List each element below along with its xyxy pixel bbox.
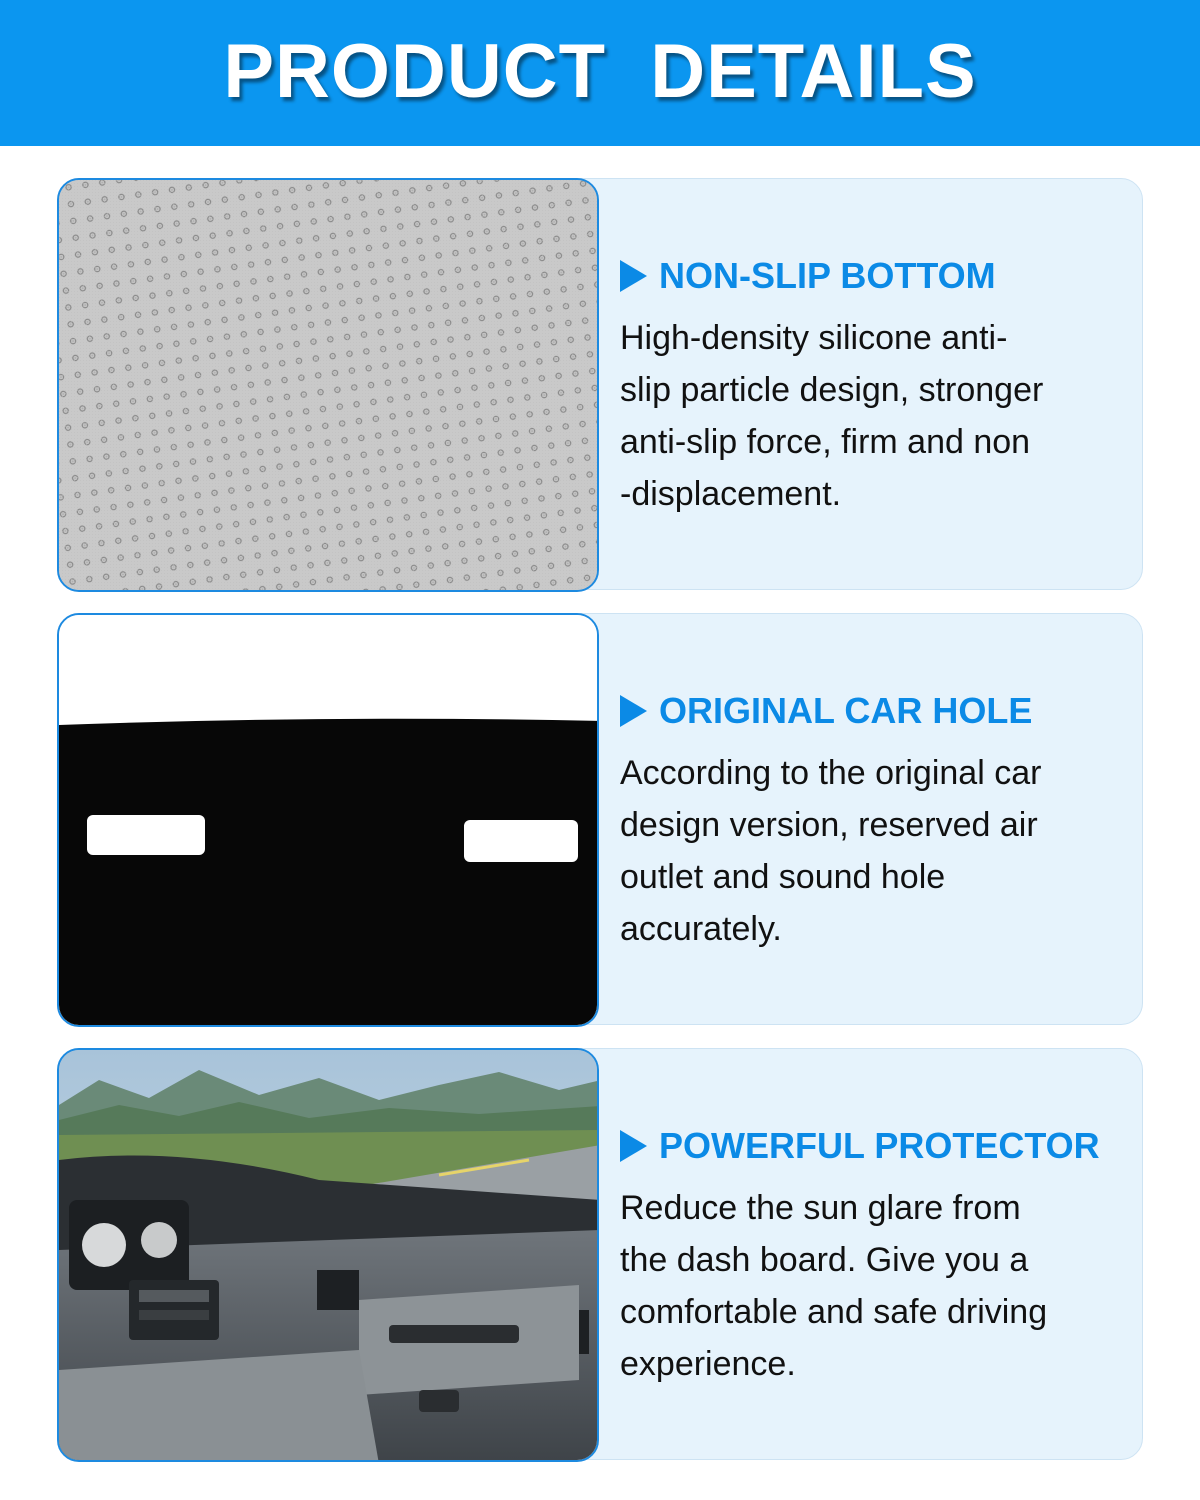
play-arrow-icon bbox=[620, 695, 647, 727]
play-arrow-icon bbox=[620, 1130, 647, 1162]
feature-description: According to the original car design version, reserved air outlet and sound hole accurately. bbox=[620, 754, 1042, 948]
dash-mat-holes-image bbox=[57, 613, 599, 1027]
play-arrow-icon bbox=[620, 260, 647, 292]
page-title: PRODUCT DETAILS bbox=[223, 28, 977, 114]
truck-dashboard-image bbox=[57, 1048, 599, 1462]
feature-description: High-density silicone anti- slip particle design, stronger anti-slip force, firm and non -displacement. bbox=[620, 319, 1044, 513]
feature-title: NON-SLIP BOTTOM bbox=[620, 254, 1140, 298]
feature-card-non-slip bbox=[57, 178, 1143, 590]
feature-description: Reduce the sun glare from the dash board. Give you a comfortable and safe driving experience. bbox=[620, 1189, 1048, 1383]
non-slip-texture-image bbox=[57, 178, 599, 592]
feature-card-car-hole bbox=[57, 613, 1143, 1025]
page-header bbox=[0, 0, 1200, 146]
feature-card-protector bbox=[57, 1048, 1143, 1460]
feature-title: POWERFUL PROTECTOR bbox=[620, 1124, 1140, 1168]
feature-title: ORIGINAL CAR HOLE bbox=[620, 689, 1140, 733]
